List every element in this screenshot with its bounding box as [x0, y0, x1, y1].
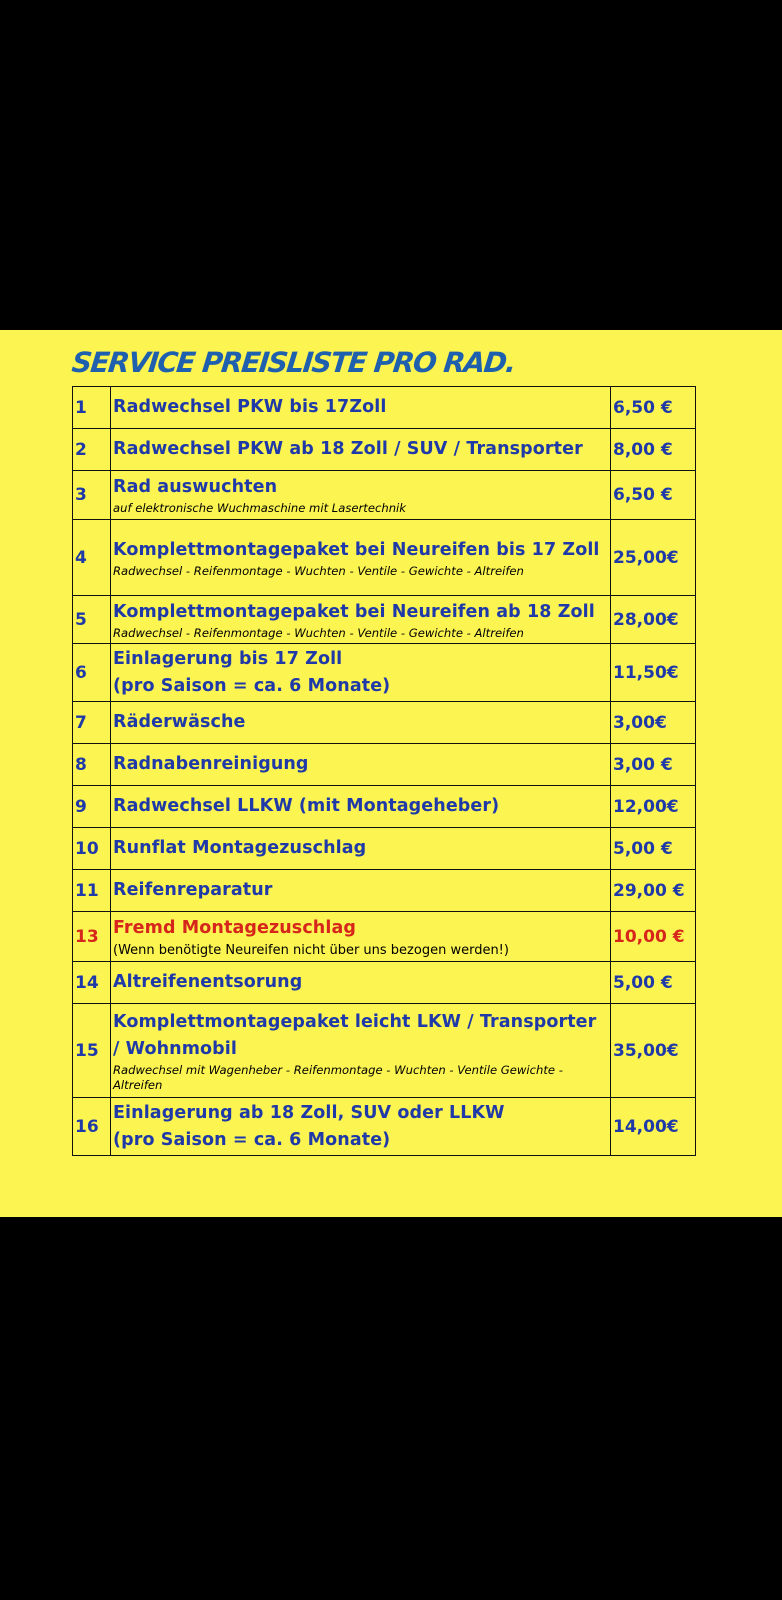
row-number: 7: [73, 702, 111, 744]
service-price: 14,00€: [611, 1098, 696, 1156]
table-row: [73, 912, 696, 962]
table-row: [73, 596, 696, 644]
service-price: 25,00€: [611, 520, 696, 596]
service-price: 28,00€: [611, 596, 696, 644]
table-row: [73, 702, 696, 744]
service-detail: auf elektronische Wuchmaschine mit Lasertechnik: [113, 501, 406, 515]
service-detail: Radwechsel mit Wagenheber - Reifenmontage - Wuchten - Ventile Gewichte - Altreifen: [113, 1062, 563, 1092]
service-price: 35,00€: [611, 1004, 696, 1098]
service-name: Fremd Montagezuschlag: [113, 917, 356, 938]
row-number: 10: [73, 828, 111, 870]
service-name-line2: (pro Saison = ca. 6 Monate): [113, 1129, 391, 1150]
service-name: Radwechsel PKW ab 18 Zoll / SUV / Transporter: [113, 439, 583, 459]
service-price: 3,00 €: [611, 744, 696, 786]
service-detail: Radwechsel - Reifenmontage - Wuchten - Ventile - Gewichte - Altreifen: [113, 563, 524, 578]
table-row: [73, 644, 696, 702]
table-row: [73, 870, 696, 912]
service-name: Radwechsel LLKW (mit Montageheber): [113, 796, 500, 816]
table-row: [73, 962, 696, 1004]
row-number: 3: [73, 471, 111, 520]
row-number: 2: [73, 429, 111, 471]
service-name: Komplettmontagepaket bei Neureifen ab 18 Zoll: [113, 601, 595, 622]
service-price: 6,50 €: [611, 387, 696, 429]
service-price: 8,00 €: [611, 429, 696, 471]
table-row: [73, 1098, 696, 1156]
service-name: Radwechsel PKW bis 17Zoll: [113, 397, 387, 417]
table-row: [73, 471, 696, 520]
row-number: 16: [73, 1098, 111, 1156]
table-row: [73, 828, 696, 870]
service-price: 10,00 €: [611, 912, 696, 962]
table-row: [73, 744, 696, 786]
table-row: [73, 520, 696, 596]
row-number: 1: [73, 387, 111, 429]
service-name: Runflat Montagezuschlag: [113, 838, 367, 858]
service-detail: (Wenn benötigte Neureifen nicht über uns bezogen werden!): [113, 942, 509, 958]
service-name: Einlagerung ab 18 Zoll, SUV oder LLKW: [113, 1102, 505, 1123]
service-name: Reifenreparatur: [113, 880, 273, 900]
row-number: 13: [73, 912, 111, 962]
row-number: 15: [73, 1004, 111, 1098]
row-number: 6: [73, 644, 111, 702]
service-name: Radnabenreinigung: [113, 754, 309, 774]
service-price: 12,00€: [611, 786, 696, 828]
price-sheet: [0, 330, 782, 1217]
service-price: 3,00€: [611, 702, 696, 744]
service-name-line2: (pro Saison = ca. 6 Monate): [113, 675, 391, 696]
service-detail: Radwechsel - Reifenmontage - Wuchten - Ventile - Gewichte - Altreifen: [113, 625, 524, 640]
service-name: Räderwäsche: [113, 712, 246, 732]
table-row: [73, 387, 696, 429]
service-price: 29,00 €: [611, 870, 696, 912]
service-name: Altreifenentsorung: [113, 972, 303, 992]
service-price: 5,00 €: [611, 828, 696, 870]
table-row: [73, 1004, 696, 1098]
row-number: 8: [73, 744, 111, 786]
service-price: 5,00 €: [611, 962, 696, 1004]
service-price: 6,50 €: [611, 471, 696, 520]
price-table: [72, 386, 696, 1156]
service-name: Komplettmontagepaket leicht LKW / Transporter / Wohnmobil: [113, 1011, 597, 1059]
row-number: 5: [73, 596, 111, 644]
service-price: 11,50€: [611, 644, 696, 702]
table-row: [73, 429, 696, 471]
service-name: Komplettmontagepaket bei Neureifen bis 17 Zoll: [113, 539, 600, 560]
row-number: 4: [73, 520, 111, 596]
row-number: 14: [73, 962, 111, 1004]
table-row: [73, 786, 696, 828]
row-number: 11: [73, 870, 111, 912]
service-name: Einlagerung bis 17 Zoll: [113, 648, 343, 669]
row-number: 9: [73, 786, 111, 828]
page-title: SERVICE PREISLISTE PRO RAD.: [70, 346, 517, 379]
service-name: Rad auswuchten: [113, 477, 278, 497]
